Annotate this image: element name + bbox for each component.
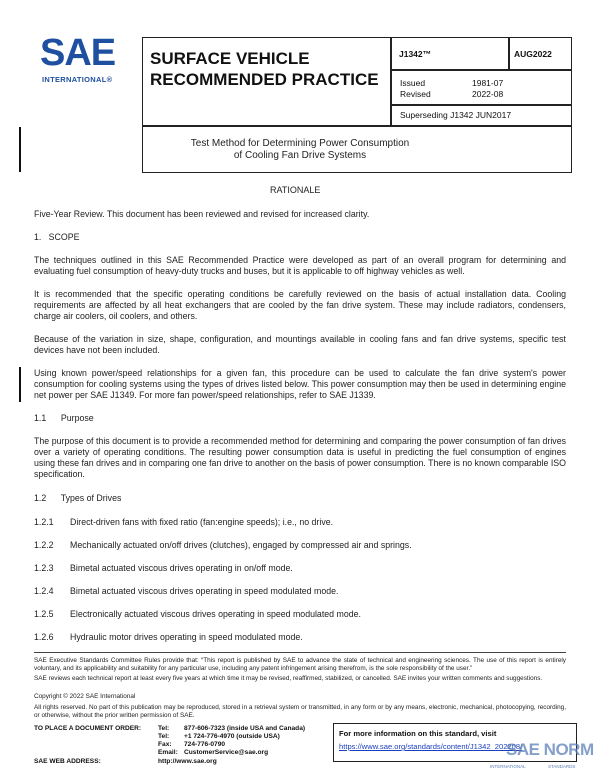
change-bar [19, 367, 21, 402]
document-title-line-1: Test Method for Determining Power Consumption [190, 138, 410, 149]
order-label: TO PLACE A DOCUMENT ORDER: [34, 725, 142, 732]
web-label: SAE WEB ADDRESS: [34, 758, 101, 765]
title-line-1: SURFACE VEHICLE [150, 49, 310, 68]
list-item-number: 1.2.6 [34, 632, 54, 642]
list-item-text: Hydraulic motor drives operating in speed modulated mode. [70, 632, 303, 642]
rationale-text: Five-Year Review. This document has been reviewed and revised for increased clarity. [34, 209, 370, 219]
purpose-heading: 1.1 Purpose [34, 413, 94, 423]
footer-copyright: Copyright © 2022 SAE International [34, 693, 136, 700]
footer-review-text: SAE reviews each technical report at least every five years at which time it may be revised, reaffirmed, stabilized, or cancelled. SAE invites your written comments and suggestions. [34, 675, 543, 682]
list-item-text: Electronically actuated viscous drives operating in speed modulated mode. [70, 609, 361, 619]
watermark-subtitle-2: STANDARDS [548, 764, 576, 769]
tel2-label: Tel: [158, 733, 170, 740]
sae-logo-subtitle: INTERNATIONAL® [42, 75, 113, 84]
watermark-subtitle: INTERNATIONAL [490, 764, 526, 769]
email-label: Email: [158, 749, 178, 756]
doc-date: AUG2022 [514, 49, 552, 59]
change-bar [19, 127, 21, 172]
document-type-title [150, 48, 379, 90]
list-item-text: Bimetal actuated viscous drives operating in speed modulated mode. [70, 586, 339, 596]
scope-paragraph: It is recommended that the specific operating conditions be carefully reviewed on the basis of actual installation data. Cooling requirements are affected by all heat exchangers that are cooled by the fan drive system. These may include radiators, condensers, charge air coolers, oil coolers, and others. [34, 289, 566, 321]
rationale-heading: RATIONALE [270, 185, 321, 195]
issued-value: 1981-07 [472, 78, 504, 88]
scope-paragraph: The techniques outlined in this SAE Recommended Practice were developed as part of an overall program for determining and evaluating fuel consumption of heavy-duty trucks and buses, but it is applicable to off highway vehicles as well. [34, 255, 566, 276]
document-title-line-2: of Cooling Fan Drive Systems [233, 150, 367, 161]
list-item-number: 1.2.4 [34, 586, 54, 596]
footer-rules-text: SAE Executive Standards Committee Rules provide that: “This report is published by SAE to advance the state of technical and engineering sciences. The use of this report is entirely voluntary, and its applicability and suitability for any particular use, including any patent infringement arising therefrom, is the sole responsibility of the user.” [34, 657, 566, 672]
standard-link[interactable]: https://www.sae.org/standards/content/J1342_202208/ [339, 742, 523, 751]
superseding-text: Superseding J1342 JUN2017 [400, 110, 512, 120]
sae-logo: SAE [40, 32, 116, 74]
fax-value: 724-776-0790 [184, 741, 226, 748]
revised-value: 2022-08 [472, 89, 504, 99]
purpose-paragraph: The purpose of this document is to provide a recommended method for determining and comparing the power consumption of fan drives over a variety of operating conditions. The resulting power consumption data is useful in predicting the fuel consumption of engines using these fan drives and in comparing one fan drive to another on the basis of power consumption. There is no known comparable ISO specification. [34, 436, 566, 479]
list-item-number: 1.2.2 [34, 540, 54, 550]
list-item-text: Bimetal actuated viscous drives operating in on/off mode. [70, 563, 293, 573]
footer-rights-text: All rights reserved. No part of this publication may be reproduced, stored in a retrieval system or transmitted, in any form or by any means, electronic, mechanical, photocopying, recording, or otherwise, without the prior written permission of SAE. [34, 704, 566, 719]
footer-divider [34, 652, 566, 653]
list-item-number: 1.2.1 [34, 517, 54, 527]
more-info-heading: For more information on this standard, visit [339, 729, 497, 738]
sae-norm-watermark: SAE NORM [506, 740, 594, 759]
title-line-2: RECOMMENDED PRACTICE [150, 70, 379, 89]
revised-label: Revised [400, 89, 431, 99]
tel-label: Tel: [158, 725, 170, 732]
fax-label: Fax: [158, 741, 172, 748]
list-item-text: Direct-driven fans with fixed ratio (fan:engine speeds); i.e., no drive. [70, 517, 334, 527]
document-title [145, 138, 455, 162]
list-item-text: Mechanically actuated on/off drives (clutches), engaged by compressed air and springs. [70, 540, 412, 550]
tel-value: 877-606-7323 (inside USA and Canada) [184, 725, 306, 732]
list-item-number: 1.2.3 [34, 563, 54, 573]
scope-heading: 1. SCOPE [34, 232, 80, 242]
tel2-value: +1 724-776-4970 (outside USA) [184, 733, 280, 740]
email-value[interactable]: CustomerService@sae.org [184, 749, 269, 756]
doc-number: J1342™ [399, 49, 432, 59]
list-item-number: 1.2.5 [34, 609, 54, 619]
issued-label: Issued [400, 78, 426, 88]
types-heading: 1.2 Types of Drives [34, 493, 122, 503]
web-value[interactable]: http://www.sae.org [158, 758, 217, 765]
scope-paragraph: Using known power/speed relationships for a given fan, this procedure can be used to calculate the fan drive system's power consumption for cooling systems using the types of drives listed below. This power consumption may then be used in determining engine net power per SAE J1349. For more fan power/speed relationships, refer to SAE J1339. [34, 368, 566, 400]
scope-paragraph: Because of the variation in size, shape, configuration, and mountings available in cooling fans and fan drive systems, specific test devices have not been included. [34, 334, 566, 355]
